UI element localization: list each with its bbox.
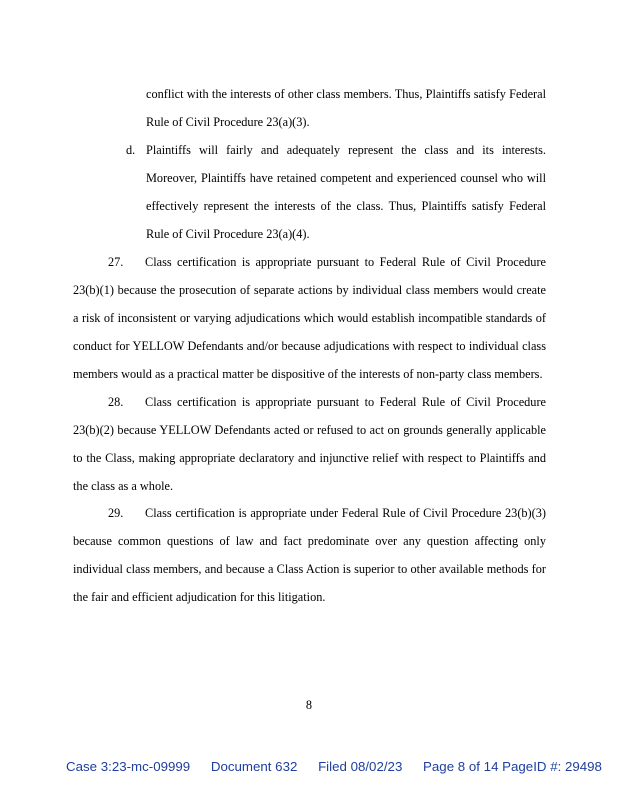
list-item-text: Plaintiffs will fairly and adequately represent the class and its interests. Moreover, Plaintiffs have retained competent and experienced counsel who will effectively represent the interests of the class. Thus, Plaintiffs satisfy Federal Rule of Civil Procedure 23(a)(4). — [146, 143, 546, 241]
paragraph-number: 29. — [108, 506, 124, 520]
list-item-d — [126, 136, 546, 248]
paragraph-text: Class certification is appropriate pursuant to Federal Rule of Civil Procedure 23(b)(2) because YELLOW Defendants acted or refused to act on grounds generally applicable to the Class, making appropriate declaratory and injunctive relief with respect to Plaintiffs and the class as a whole. — [73, 395, 546, 493]
list-marker: d. — [126, 143, 136, 157]
paragraph-number: 28. — [108, 395, 124, 409]
paragraph-27 — [73, 248, 546, 388]
footer-document-number: Document 632 — [210, 759, 298, 774]
paragraph-text: Class certification is appropriate pursuant to Federal Rule of Civil Procedure 23(b)(1) because the prosecution of separate actions by individual class members would create a risk of inconsistent or varying adjudications which would establish incompatible standards of conduct for YELLOW Defendants and/or because adjudications with respect to individual class members would as a practical matter be dispositive of the interests of non-party class members. — [73, 255, 546, 381]
paragraph-text: Class certification is appropriate under Federal Rule of Civil Procedure 23(b)(3) because common questions of law and fact predominate over any question affecting only individual class members, and because a Class Action is superior to other available methods for the fair and efficient adjudication for this litigation. — [73, 506, 546, 604]
continuation-paragraph: conflict with the interests of other class members. Thus, Plaintiffs satisfy Federal Rule of Civil Procedure 23(a)(3). — [146, 87, 546, 129]
footer-filed-date: Filed 08/02/23 — [318, 759, 403, 774]
paragraph-29 — [73, 499, 546, 611]
page-number: 8 — [305, 698, 313, 712]
footer-page-info: Page 8 of 14 PageID #: 29498 — [423, 759, 602, 774]
court-filing-footer — [66, 759, 602, 774]
paragraph-number: 27. — [108, 255, 124, 269]
paragraph-28 — [73, 388, 546, 500]
footer-case-number: Case 3:23-mc-09999 — [66, 759, 191, 774]
